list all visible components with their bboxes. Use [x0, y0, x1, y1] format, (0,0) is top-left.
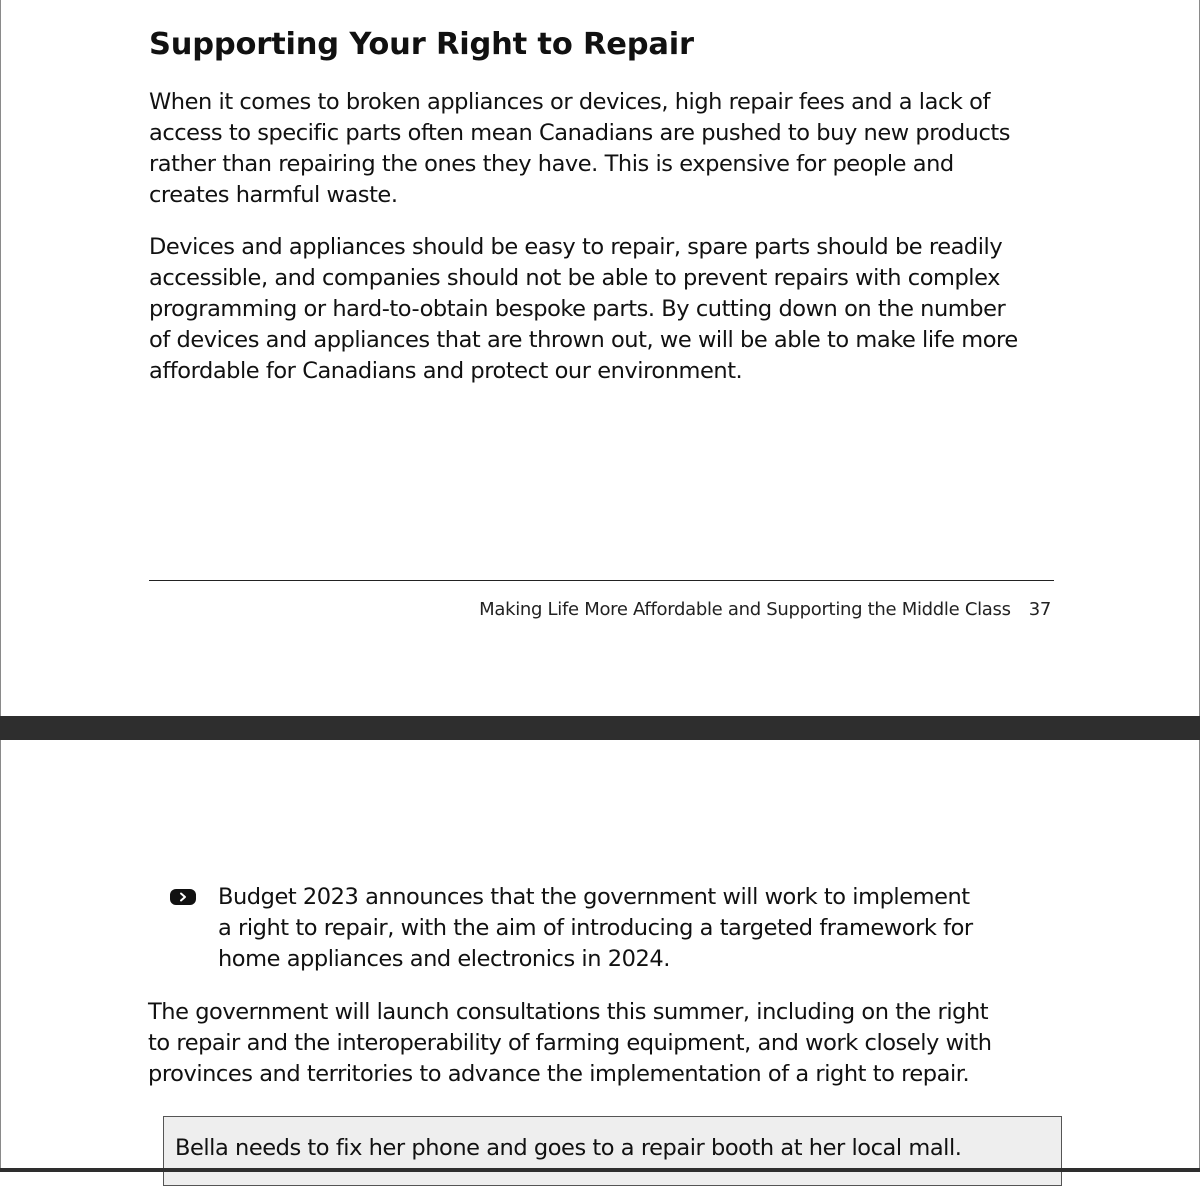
paragraph-line: When it comes to broken appliances or devices, high repair fees and a lack of — [149, 89, 990, 115]
bullet-line: a right to repair, with the aim of introducing a targeted framework for — [218, 915, 973, 941]
footer-chapter-title: Making Life More Affordable and Supporting the Middle Class — [479, 599, 1011, 620]
paragraph-line: provinces and territories to advance the implementation of a right to repair. — [148, 1061, 970, 1087]
paragraph-line: to repair and the interoperability of farming equipment, and work closely with — [148, 1030, 992, 1056]
paragraph-line: accessible, and companies should not be able to prevent repairs with complex — [149, 265, 1000, 291]
paragraph-line: creates harmful waste. — [149, 182, 398, 208]
bullet-line: home appliances and electronics in 2024. — [218, 946, 670, 972]
paragraph-line: rather than repairing the ones they have. This is expensive for people and — [149, 151, 954, 177]
paragraph-consultations — [148, 997, 992, 1090]
callout-text: Bella needs to fix her phone and goes to a repair booth at her local mall. — [175, 1135, 962, 1161]
paragraph-line: access to specific parts often mean Canadians are pushed to buy new products — [149, 120, 1011, 146]
example-callout-box — [163, 1116, 1062, 1186]
paragraph-line: The government will launch consultations this summer, including on the right — [148, 999, 989, 1025]
paragraph-repair-costs — [149, 87, 1010, 211]
page-separator — [0, 716, 1200, 740]
bullet-line: Budget 2023 announces that the government will work to implement — [218, 884, 970, 910]
paragraph-line: of devices and appliances that are thrown out, we will be able to make life more — [149, 327, 1018, 353]
budget-bullet-item — [218, 882, 973, 975]
page-footer — [479, 597, 1051, 623]
page-number: 37 — [1028, 599, 1051, 620]
arrow-bullet-icon — [170, 888, 196, 906]
paragraph-line: programming or hard-to-obtain bespoke parts. By cutting down on the number — [149, 296, 1006, 322]
section-heading: Supporting Your Right to Repair — [149, 27, 694, 62]
paragraph-line: affordable for Canadians and protect our environment. — [149, 358, 743, 384]
viewer-bottom-edge — [0, 1168, 1200, 1172]
paragraph-easy-repair — [149, 232, 1018, 387]
footer-divider — [149, 580, 1054, 581]
paragraph-line: Devices and appliances should be easy to repair, spare parts should be readily — [149, 234, 1003, 260]
